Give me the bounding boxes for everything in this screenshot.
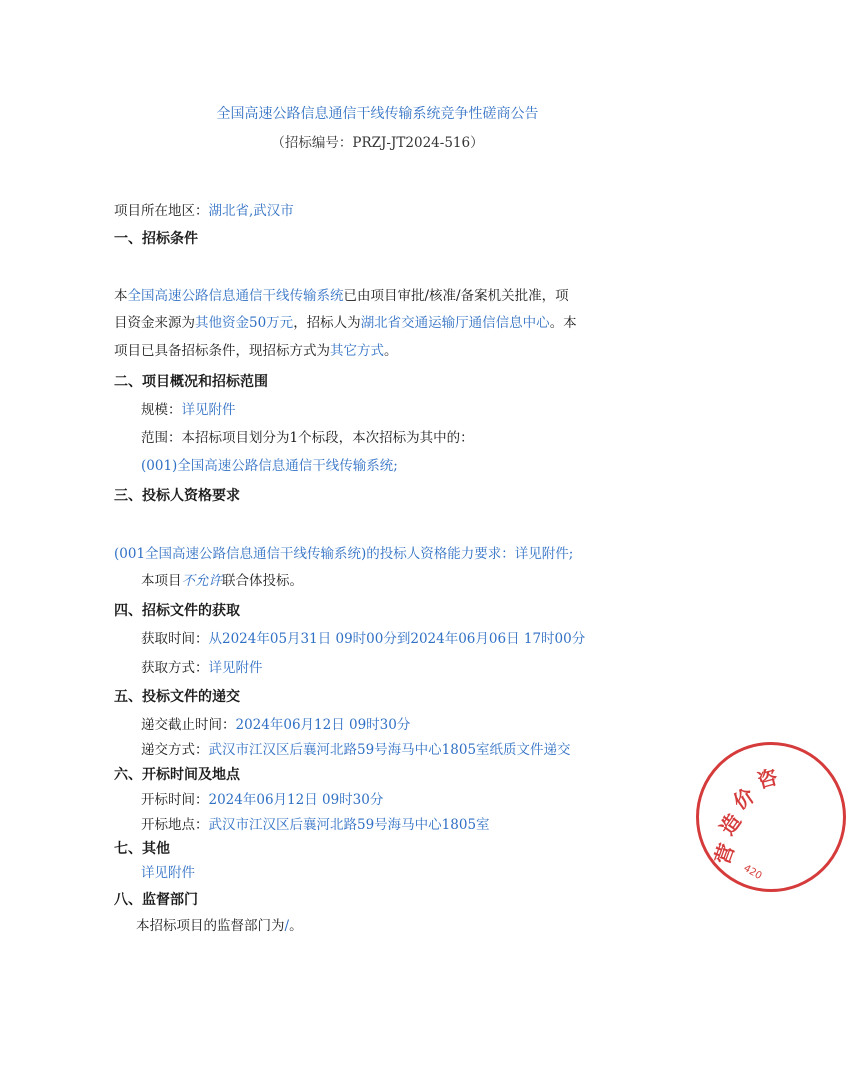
section-heading-2: 二、项目概况和招标范围 [114,374,268,390]
opening-time-label: 开标时间： [141,792,209,808]
supervision-line [136,916,303,936]
submit-method-label: 递交方式： [141,742,209,758]
opening-time-value: 2024年06月12日 09时30分 [208,792,384,808]
section-heading-1: 一、招标条件 [114,231,198,247]
opening-time-line [141,790,383,810]
section-heading-4: 四、招标文件的获取 [114,603,240,619]
project-region [114,201,294,221]
section-heading-6: 六、开标时间及地点 [114,767,240,783]
other-value: 详见附件 [141,865,195,881]
seal-inner [705,751,837,883]
submit-deadline-line [141,715,410,735]
submit-method-value: 武汉市江汉区后襄河北路59号海马中心1805室纸质文件递交 [208,742,571,758]
tender-method: 其它方式 [330,343,384,359]
obtain-method-value: 详见附件 [208,660,263,676]
text-run: 项目已具备招标条件，现招标方式为 [114,343,330,359]
obtain-time-line [141,629,585,649]
region-value: 湖北省,武汉市 [208,203,294,219]
fund-source: 其他资金50万元 [195,315,294,331]
text-run: 本招标项目的监督部门为 [136,918,285,934]
opening-place-label: 开标地点： [141,817,209,833]
section-heading-8: 八、监督部门 [114,892,198,908]
opening-place-value: 武汉市江汉区后襄河北路59号海马中心1805室 [208,817,490,833]
text-run: 。本 [549,315,577,331]
text-run: 本项目 [141,573,182,589]
submit-method-line [141,740,571,760]
text-run: 目资金来源为 [114,315,195,331]
text-run: ，招标人为 [293,315,361,331]
tenderer-name: 湖北省交通运输厅通信信息中心 [360,315,550,331]
section-heading-3: 三、投标人资格要求 [114,488,240,504]
company-seal [696,742,846,892]
obtain-time-value: 从2024年05月31日 09时00分到2024年06月06日 17时00分 [208,631,586,647]
region-label: 项目所在地区： [114,203,209,219]
section-heading-5: 五、投标文件的递交 [114,689,240,705]
submit-deadline-value: 2024年06月12日 09时30分 [235,717,411,733]
qualification-requirement: (001全国高速公路信息通信干线传输系统)的投标人资格能力要求：详见附件; [114,546,574,562]
supervision-dept: / [284,918,290,934]
seal-char: 营 [709,840,740,868]
scale-label: 规模： [141,402,182,418]
obtain-method-line [141,658,263,678]
obtain-time-label: 获取时间： [141,631,209,647]
opening-place-line [141,815,490,835]
text-run: 已由项目审批/核准/备案机关批准，项 [343,288,569,304]
consortium-line [141,571,303,591]
seal-char: 咨 [754,764,781,794]
scale-line [141,400,236,420]
tender-code: （招标编号：PRZJ-JT2024-516） [271,135,484,151]
seal-char: 造 [714,809,746,840]
obtain-method-label: 获取方式： [141,660,209,676]
seal-char: 价 [728,783,759,815]
submit-deadline-label: 递交截止时间： [141,717,236,733]
conditions-line-3 [114,341,398,361]
lot-item: (001)全国高速公路信息通信干线传输系统; [141,458,398,474]
seal-number: 420 [741,862,764,883]
scale-value: 详见附件 [181,402,236,418]
text-run: 本 [114,288,128,304]
section-heading-7: 七、其他 [114,841,170,857]
text-run: 。 [384,343,398,359]
consortium-allowed: 不允许 [181,573,222,589]
text-run: 。 [289,918,303,934]
conditions-line-1 [114,286,569,306]
text-run: 联合体投标。 [222,573,303,589]
conditions-line-2 [114,313,577,333]
range-line: 范围：本招标项目划分为1个标段，本次招标为其中的： [141,430,474,446]
page-title: 全国高速公路信息通信干线传输系统竞争性磋商公告 [216,106,539,122]
project-name: 全国高速公路信息通信干线传输系统 [127,288,344,304]
